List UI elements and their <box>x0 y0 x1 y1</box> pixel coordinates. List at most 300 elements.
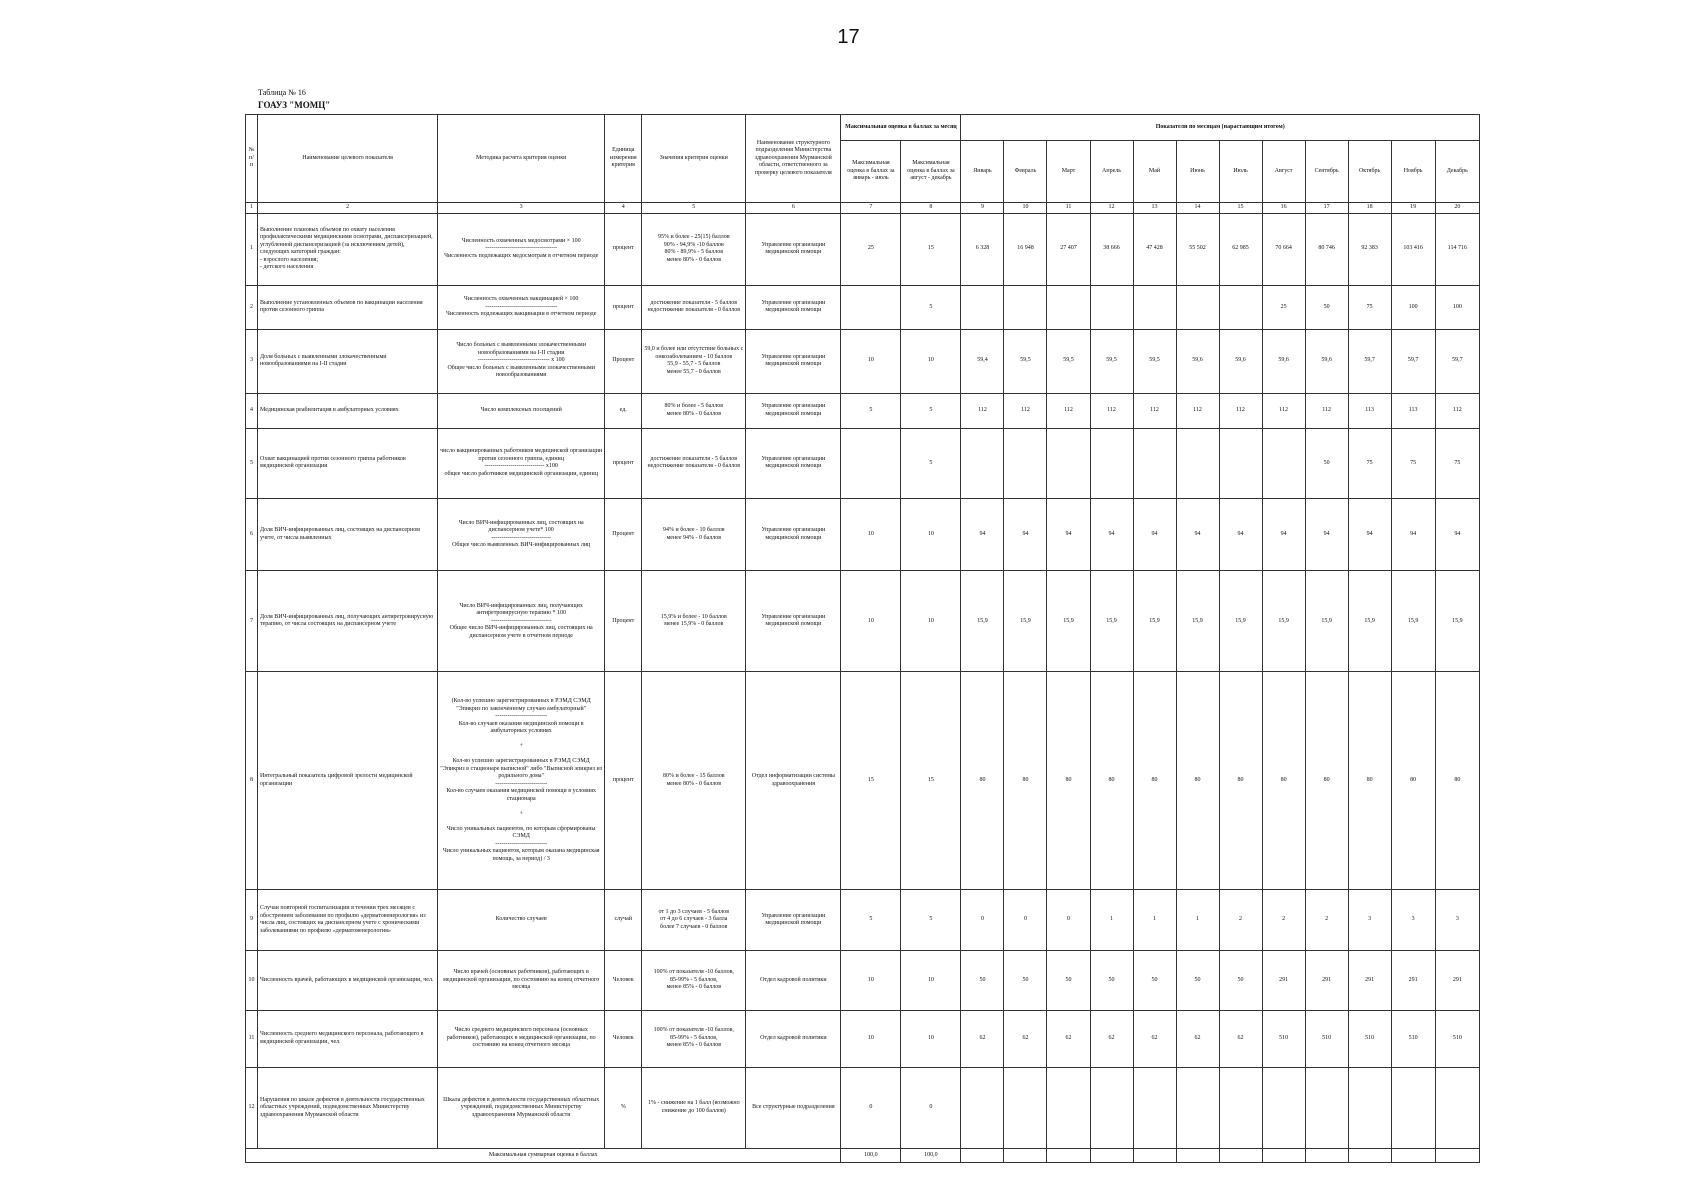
month-value: 62 985 <box>1219 213 1262 285</box>
month-value <box>1305 1067 1348 1148</box>
month-value: 92 383 <box>1348 213 1391 285</box>
column-number: 11 <box>1047 203 1090 214</box>
responsible-division: Управление организации медицинской помощи <box>746 889 841 950</box>
month-value: 291 <box>1348 951 1391 1010</box>
header-month: Октябрь <box>1348 141 1391 203</box>
month-value: 50 <box>1004 951 1047 1010</box>
month-value: 59,7 <box>1391 329 1435 393</box>
column-number: 13 <box>1133 203 1176 214</box>
header-months-group: Показатели по месяцам (нарастающим итогом) <box>961 115 1480 141</box>
row-number: 3 <box>246 329 258 393</box>
month-value: 510 <box>1435 1010 1479 1067</box>
indicator-name: Медицинская реабилитация в амбулаторных условиях <box>258 393 438 428</box>
unit: процент <box>605 428 642 498</box>
month-value <box>961 428 1004 498</box>
row-number: 9 <box>246 889 258 950</box>
month-value <box>1133 1067 1176 1148</box>
unit: Процент <box>605 498 642 570</box>
month-value: 112 <box>1262 393 1305 428</box>
calculation-method: число вакцинированных работников медицинской организации против сезонного гриппа, единиц ------------------------------ x100 общее число работников медицинской организации, единиц <box>438 428 605 498</box>
header-month: Июнь <box>1176 141 1219 203</box>
month-value: 50 <box>1133 951 1176 1010</box>
month-value: 80 <box>1435 672 1479 889</box>
month-value: 62 <box>1090 1010 1133 1067</box>
month-value <box>1004 428 1047 498</box>
criterion-values: достижение показателя - 5 баллов недостижение показателя - 0 баллов <box>642 428 746 498</box>
month-value: 59,6 <box>1219 329 1262 393</box>
max-score-aug-dec: 5 <box>901 889 961 950</box>
indicator-name: Нарушения по шкале дефектов в деятельности государственных областных учреждений, подведомственных Министерству здравоохранения Мурманской области <box>258 1067 438 1148</box>
month-value: 291 <box>1391 951 1435 1010</box>
table-row <box>246 951 1480 1010</box>
table-row <box>246 889 1480 950</box>
month-value: 15,9 <box>1262 571 1305 672</box>
table-row <box>246 329 1480 393</box>
header-division: Наименование структурного подразделения Министерства здравоохранения Мурманской области, ответственного за проверку целевого показателя <box>746 115 841 203</box>
max-score-jan-jul: 5 <box>841 393 901 428</box>
table-row <box>246 1067 1480 1148</box>
calculation-method: Численность охваченных вакцинацией × 100 ------------------------------------ Численность подлежащих вакцинации в отчетном периоде <box>438 285 605 329</box>
month-value: 94 <box>1219 498 1262 570</box>
month-value: 62 <box>1047 1010 1090 1067</box>
max-score-aug-dec: 10 <box>901 329 961 393</box>
table-row <box>246 571 1480 672</box>
month-value: 3 <box>1391 889 1435 950</box>
criterion-values: 80% и более - 5 баллов менее 80% - 0 баллов <box>642 393 746 428</box>
month-value: 100 <box>1391 285 1435 329</box>
max-score-aug-dec: 5 <box>901 428 961 498</box>
month-value: 510 <box>1348 1010 1391 1067</box>
row-number: 4 <box>246 393 258 428</box>
month-value: 59,6 <box>1176 329 1219 393</box>
month-value: 291 <box>1305 951 1348 1010</box>
table-row <box>246 428 1480 498</box>
month-value: 15,9 <box>1133 571 1176 672</box>
max-score-jan-jul: 25 <box>841 213 901 285</box>
header-name: Наименование целевого показателя <box>258 115 438 203</box>
max-score-jan-jul <box>841 285 901 329</box>
month-value: 27 407 <box>1047 213 1090 285</box>
month-value: 0 <box>1047 889 1090 950</box>
criterion-values: достижение показателя - 5 баллов недостижение показателя - 0 баллов <box>642 285 746 329</box>
month-value: 15,9 <box>1435 571 1479 672</box>
month-value: 2 <box>1262 889 1305 950</box>
month-value: 15,9 <box>1090 571 1133 672</box>
responsible-division: Управление организации медицинской помощи <box>746 213 841 285</box>
max-score-aug-dec: 10 <box>901 1010 961 1067</box>
max-score-jan-jul: 5 <box>841 889 901 950</box>
month-value: 6 328 <box>961 213 1004 285</box>
column-number: 15 <box>1219 203 1262 214</box>
month-value <box>1435 1067 1479 1148</box>
month-value: 15,9 <box>1391 571 1435 672</box>
calculation-method: Численность охваченных медосмотрами × 100 ------------------------------------ Численность подлежащих медосмотрам в отчетном периоде <box>438 213 605 285</box>
month-value <box>1090 285 1133 329</box>
unit: процент <box>605 285 642 329</box>
table-row <box>246 1010 1480 1067</box>
month-value: 112 <box>1176 393 1219 428</box>
column-number: 12 <box>1090 203 1133 214</box>
max-score-jan-jul <box>841 428 901 498</box>
month-value <box>1219 285 1262 329</box>
responsible-division: Отдел информатизации системы здравоохранения <box>746 672 841 889</box>
month-value: 112 <box>1219 393 1262 428</box>
row-number: 5 <box>246 428 258 498</box>
responsible-division: Все структурные подразделения <box>746 1067 841 1148</box>
month-value: 59,7 <box>1435 329 1479 393</box>
month-value: 94 <box>1305 498 1348 570</box>
month-value: 50 <box>1219 951 1262 1010</box>
criterion-values: 80% и более - 15 баллов менее 80% - 0 баллов <box>642 672 746 889</box>
month-value: 114 716 <box>1435 213 1479 285</box>
table-caption: Таблица № 16 <box>258 88 306 97</box>
row-number: 8 <box>246 672 258 889</box>
calculation-method: Число ВИЧ-инфицированных лиц, состоящих на диспансерном учете* 100 ------------------------------ Общее число выявленных ВИЧ-инфицированных лиц <box>438 498 605 570</box>
month-value: 94 <box>1348 498 1391 570</box>
criterion-values: 15,9% и более - 10 баллов менее 15,9% - 0 баллов <box>642 571 746 672</box>
month-value: 15,9 <box>1047 571 1090 672</box>
header-month: Январь <box>961 141 1004 203</box>
month-value <box>1219 428 1262 498</box>
month-value <box>1133 285 1176 329</box>
column-number: 19 <box>1391 203 1435 214</box>
month-value <box>1219 1067 1262 1148</box>
column-number: 18 <box>1348 203 1391 214</box>
month-value: 50 <box>1176 951 1219 1010</box>
month-value: 25 <box>1262 285 1305 329</box>
month-value: 80 <box>1047 672 1090 889</box>
criterion-values: от 1 до 3 случаев - 5 баллов от 4 до 6 случаев - 3 балла более 7 случаев - 0 баллов <box>642 889 746 950</box>
column-number: 17 <box>1305 203 1348 214</box>
indicator-name: Численность среднего медицинского персонала, работающего в медицинской организации, чел. <box>258 1010 438 1067</box>
header-month: Март <box>1047 141 1090 203</box>
month-value: 1 <box>1176 889 1219 950</box>
indicator-name: Выполнение установленных объемов по вакцинации населения против сезонного гриппа <box>258 285 438 329</box>
column-number: 9 <box>961 203 1004 214</box>
month-value: 80 <box>1348 672 1391 889</box>
month-value: 94 <box>1391 498 1435 570</box>
header-max-aug-dec: Максимальная оценка в баллах за август - декабрь <box>901 141 961 203</box>
calculation-method: Число больных с выявленными злокачественными новообразованиями на I-II стадии ------------------------------------ x 100 Общее число больных с выявленными злокачественными новообразованиями <box>438 329 605 393</box>
month-value: 59,7 <box>1348 329 1391 393</box>
unit: % <box>605 1067 642 1148</box>
column-number: 14 <box>1176 203 1219 214</box>
responsible-division: Управление организации медицинской помощи <box>746 498 841 570</box>
unit: процент <box>605 672 642 889</box>
row-number: 6 <box>246 498 258 570</box>
month-value <box>1262 428 1305 498</box>
criterion-values: 100% от показателя -10 баллов, 85-99% - 5 баллов, менее 85% - 0 баллов <box>642 951 746 1010</box>
month-value: 510 <box>1305 1010 1348 1067</box>
organization-title: ГОАУЗ "МОМЦ" <box>258 100 331 110</box>
unit: процент <box>605 213 642 285</box>
month-value: 94 <box>1090 498 1133 570</box>
header-month: Февраль <box>1004 141 1047 203</box>
month-value: 80 746 <box>1305 213 1348 285</box>
month-value: 94 <box>1262 498 1305 570</box>
month-value: 15,9 <box>1305 571 1348 672</box>
header-max-jan-jul: Максимальная оценка в баллах за январь - июль <box>841 141 901 203</box>
responsible-division: Отдел кадровой политики <box>746 1010 841 1067</box>
month-value: 3 <box>1348 889 1391 950</box>
month-value: 80 <box>1219 672 1262 889</box>
month-value <box>1047 1067 1090 1148</box>
month-value <box>961 1067 1004 1148</box>
total-max-aug-dec: 100,0 <box>901 1149 961 1163</box>
responsible-division: Отдел кадровой политики <box>746 951 841 1010</box>
month-value: 291 <box>1435 951 1479 1010</box>
month-value: 59,6 <box>1305 329 1348 393</box>
month-value: 80 <box>1262 672 1305 889</box>
total-label: Максимальная суммарная оценка в баллах <box>246 1149 841 1163</box>
header-month: Май <box>1133 141 1176 203</box>
month-value: 103 416 <box>1391 213 1435 285</box>
criterion-values: 100% от показателя -10 баллов, 85-99% - 5 баллов, менее 85% - 0 баллов <box>642 1010 746 1067</box>
month-value: 112 <box>1004 393 1047 428</box>
criterion-values: 95% и более - 25(15) баллов 90% - 94,9% -10 баллов 80% - 89,9% - 5 баллов менее 80% - 0 баллов <box>642 213 746 285</box>
indicator-name: Доля больных с выявленными злокачественными новообразованиями на I-II стадии <box>258 329 438 393</box>
indicator-name: Численность врачей, работающих в медицинской организации, чел. <box>258 951 438 1010</box>
month-value: 0 <box>961 889 1004 950</box>
month-value: 55 502 <box>1176 213 1219 285</box>
responsible-division: Управление организации медицинской помощи <box>746 571 841 672</box>
month-value <box>1176 1067 1219 1148</box>
month-value: 75 <box>1391 428 1435 498</box>
month-value: 62 <box>1176 1010 1219 1067</box>
max-score-aug-dec: 10 <box>901 951 961 1010</box>
max-score-jan-jul: 10 <box>841 571 901 672</box>
month-value: 80 <box>1176 672 1219 889</box>
month-value: 47 428 <box>1133 213 1176 285</box>
column-number: 3 <box>438 203 605 214</box>
month-value: 94 <box>1435 498 1479 570</box>
month-value <box>1090 1067 1133 1148</box>
table-row <box>246 285 1480 329</box>
header-criterion: Значения критерия оценки <box>642 115 746 203</box>
indicators-table <box>245 114 1480 1163</box>
month-value: 59,5 <box>1004 329 1047 393</box>
indicator-name: Доля ВИЧ-инфицированных лиц, получающих антиретровирусную терапию, от числа состоящих на диспансерном учете <box>258 571 438 672</box>
unit: Процент <box>605 329 642 393</box>
month-value: 75 <box>1435 428 1479 498</box>
month-value: 112 <box>961 393 1004 428</box>
month-value <box>1133 428 1176 498</box>
indicator-name: Охват вакцинацией против сезонного гриппа работников медицинской организации <box>258 428 438 498</box>
month-value: 112 <box>1047 393 1090 428</box>
month-value: 112 <box>1133 393 1176 428</box>
month-value: 2 <box>1219 889 1262 950</box>
table-row <box>246 498 1480 570</box>
max-score-jan-jul: 10 <box>841 329 901 393</box>
month-value: 94 <box>1047 498 1090 570</box>
month-value: 100 <box>1435 285 1479 329</box>
month-value: 15,9 <box>1176 571 1219 672</box>
month-value: 80 <box>1305 672 1348 889</box>
month-value: 38 666 <box>1090 213 1133 285</box>
max-score-jan-jul: 10 <box>841 951 901 1010</box>
header-month: Август <box>1262 141 1305 203</box>
month-value: 50 <box>1305 285 1348 329</box>
table-row <box>246 393 1480 428</box>
month-value: 80 <box>1090 672 1133 889</box>
month-value: 70 664 <box>1262 213 1305 285</box>
month-value: 112 <box>1305 393 1348 428</box>
month-value: 291 <box>1262 951 1305 1010</box>
row-number: 7 <box>246 571 258 672</box>
row-number: 12 <box>246 1067 258 1148</box>
calculation-method: Число среднего медицинского персонала (основных работников), работающих в медицинской организации, по состоянию на конец отчетного месяца <box>438 1010 605 1067</box>
month-value: 15,9 <box>1348 571 1391 672</box>
month-value: 80 <box>961 672 1004 889</box>
month-value <box>1176 285 1219 329</box>
month-value: 3 <box>1435 889 1479 950</box>
header-method: Методика расчета критерия оценки <box>438 115 605 203</box>
max-score-aug-dec: 5 <box>901 285 961 329</box>
calculation-method: Число врачей (основных работников), работающих в медицинской организации, по состоянию на конец отчетного месяца <box>438 951 605 1010</box>
month-value: 80 <box>1004 672 1047 889</box>
month-value: 94 <box>1004 498 1047 570</box>
column-number: 16 <box>1262 203 1305 214</box>
column-number: 2 <box>258 203 438 214</box>
month-value <box>1004 285 1047 329</box>
month-value: 510 <box>1391 1010 1435 1067</box>
max-score-aug-dec: 10 <box>901 571 961 672</box>
indicator-name: Выполнение плановых объемов по охвату населения профилактическими медицинскими осмотрами, диспансеризацией, углубленной диспансеризацией (за исключением детей), следующих категорий граждан: - взрослого населения; - детского населения <box>258 213 438 285</box>
month-value: 113 <box>1391 393 1435 428</box>
indicator-name: Случаи повторной госпитализации в течении трех месяцев с обострением заболевания по профилю «дерматовенерология» из числа лиц, состоящих на диспансерном учете с хроническими заболеваниями по профилю «дерматовенерология» <box>258 889 438 950</box>
month-value: 59,6 <box>1262 329 1305 393</box>
responsible-division: Управление организации медицинской помощи <box>746 329 841 393</box>
max-score-aug-dec: 15 <box>901 672 961 889</box>
month-value <box>1262 1067 1305 1148</box>
column-number: 7 <box>841 203 901 214</box>
row-number: 2 <box>246 285 258 329</box>
header-unit: Единица измерения критерия <box>605 115 642 203</box>
max-score-aug-dec: 5 <box>901 393 961 428</box>
month-value: 59,5 <box>1090 329 1133 393</box>
column-number: 1 <box>246 203 258 214</box>
max-score-jan-jul: 15 <box>841 672 901 889</box>
month-value: 15,9 <box>1219 571 1262 672</box>
header-no: № п/п <box>246 115 258 203</box>
max-score-jan-jul: 10 <box>841 1010 901 1067</box>
responsible-division: Управление организации медицинской помощи <box>746 285 841 329</box>
header-max-group: Максимальная оценка в баллах за месяц <box>841 115 961 141</box>
table-row <box>246 213 1480 285</box>
month-value: 94 <box>961 498 1004 570</box>
month-value: 0 <box>1004 889 1047 950</box>
month-value: 112 <box>1435 393 1479 428</box>
month-value <box>961 285 1004 329</box>
criterion-values: 94% и более - 10 баллов менее 94% - 0 баллов <box>642 498 746 570</box>
indicator-name: Доля ВИЧ-инфицированных лиц, состоящих на диспансерном учете, от числа выявленных <box>258 498 438 570</box>
max-score-aug-dec: 10 <box>901 498 961 570</box>
month-value: 1 <box>1133 889 1176 950</box>
unit: случай <box>605 889 642 950</box>
table-row <box>246 672 1480 889</box>
month-value: 59,5 <box>1047 329 1090 393</box>
column-number: 20 <box>1435 203 1479 214</box>
month-value <box>1176 428 1219 498</box>
unit: ед. <box>605 393 642 428</box>
month-value: 50 <box>1305 428 1348 498</box>
row-number: 1 <box>246 213 258 285</box>
month-value: 2 <box>1305 889 1348 950</box>
month-value <box>1047 428 1090 498</box>
month-value: 94 <box>1133 498 1176 570</box>
column-number: 5 <box>642 203 746 214</box>
month-value: 62 <box>1004 1010 1047 1067</box>
month-value: 94 <box>1176 498 1219 570</box>
header-month: Декабрь <box>1435 141 1479 203</box>
calculation-method: Число комплексных посещений <box>438 393 605 428</box>
header-month: Сентябрь <box>1305 141 1348 203</box>
total-max-jan-jul: 100,0 <box>841 1149 901 1163</box>
month-value: 75 <box>1348 285 1391 329</box>
month-value: 1 <box>1090 889 1133 950</box>
calculation-method: (Кол-во успешно зарегистрированных в РЭМД СЭМД "Эпикриз по законченному случаю амбулаторный" -------------------------- Кол-во случаев оказания медицинской помощи в амбулаторных условиях + Кол-во успешно зарегистрированных в РЭМД СЭМД "Эпикриз в стационаре выписной" либо "Выписной эпикриз из родильного дома" -------------------------- Кол-во случаев оказания медицинской помощи в условиях стационара + Число уникальных пациентов, по которым сформированы СЭМД -------------------------- Число уникальных пациентов, которым оказана медицинская помощь, за период) / 3 <box>438 672 605 889</box>
month-value: 113 <box>1348 393 1391 428</box>
criterion-values: 1% - снижение на 1 балл (возможно снижение до 100 баллов) <box>642 1067 746 1148</box>
responsible-division: Управление организации медицинской помощи <box>746 428 841 498</box>
month-value <box>1047 285 1090 329</box>
month-value <box>1090 428 1133 498</box>
month-value <box>1348 1067 1391 1148</box>
indicator-name: Интегральный показатель цифровой зрелости медицинской организации <box>258 672 438 889</box>
month-value: 59,4 <box>961 329 1004 393</box>
month-value: 50 <box>1047 951 1090 1010</box>
month-value: 15,9 <box>1004 571 1047 672</box>
month-value: 80 <box>1133 672 1176 889</box>
max-score-aug-dec: 0 <box>901 1067 961 1148</box>
month-value: 62 <box>961 1010 1004 1067</box>
unit: Процент <box>605 571 642 672</box>
page-number: 17 <box>837 26 860 48</box>
month-value: 112 <box>1090 393 1133 428</box>
month-value: 62 <box>1133 1010 1176 1067</box>
row-number: 11 <box>246 1010 258 1067</box>
month-value: 62 <box>1219 1010 1262 1067</box>
criterion-values: 59,0 и более или отсутствие больных с онкозаболеванием - 10 баллов 55,9 - 55,7 - 5 баллов менее 55,7 - 0 баллов <box>642 329 746 393</box>
column-number: 4 <box>605 203 642 214</box>
calculation-method: Количество случаев <box>438 889 605 950</box>
month-value: 16 948 <box>1004 213 1047 285</box>
header-month: Апрель <box>1090 141 1133 203</box>
max-score-aug-dec: 15 <box>901 213 961 285</box>
header-month: Июль <box>1219 141 1262 203</box>
month-value: 510 <box>1262 1010 1305 1067</box>
month-value: 80 <box>1391 672 1435 889</box>
max-score-jan-jul: 0 <box>841 1067 901 1148</box>
unit: Человек <box>605 951 642 1010</box>
row-number: 10 <box>246 951 258 1010</box>
month-value <box>1391 1067 1435 1148</box>
max-score-jan-jul: 10 <box>841 498 901 570</box>
column-number: 8 <box>901 203 961 214</box>
month-value: 75 <box>1348 428 1391 498</box>
month-value: 50 <box>1090 951 1133 1010</box>
header-month: Ноябрь <box>1391 141 1435 203</box>
column-number: 6 <box>746 203 841 214</box>
calculation-method: Шкала дефектов в деятельности государственных областных учреждений, подведомственных Министерству здравоохранения Мурманской области <box>438 1067 605 1148</box>
month-value <box>1004 1067 1047 1148</box>
unit: Человек <box>605 1010 642 1067</box>
month-value: 15,9 <box>961 571 1004 672</box>
responsible-division: Управление организации медицинской помощи <box>746 393 841 428</box>
month-value: 50 <box>961 951 1004 1010</box>
month-value: 59,5 <box>1133 329 1176 393</box>
column-number: 10 <box>1004 203 1047 214</box>
